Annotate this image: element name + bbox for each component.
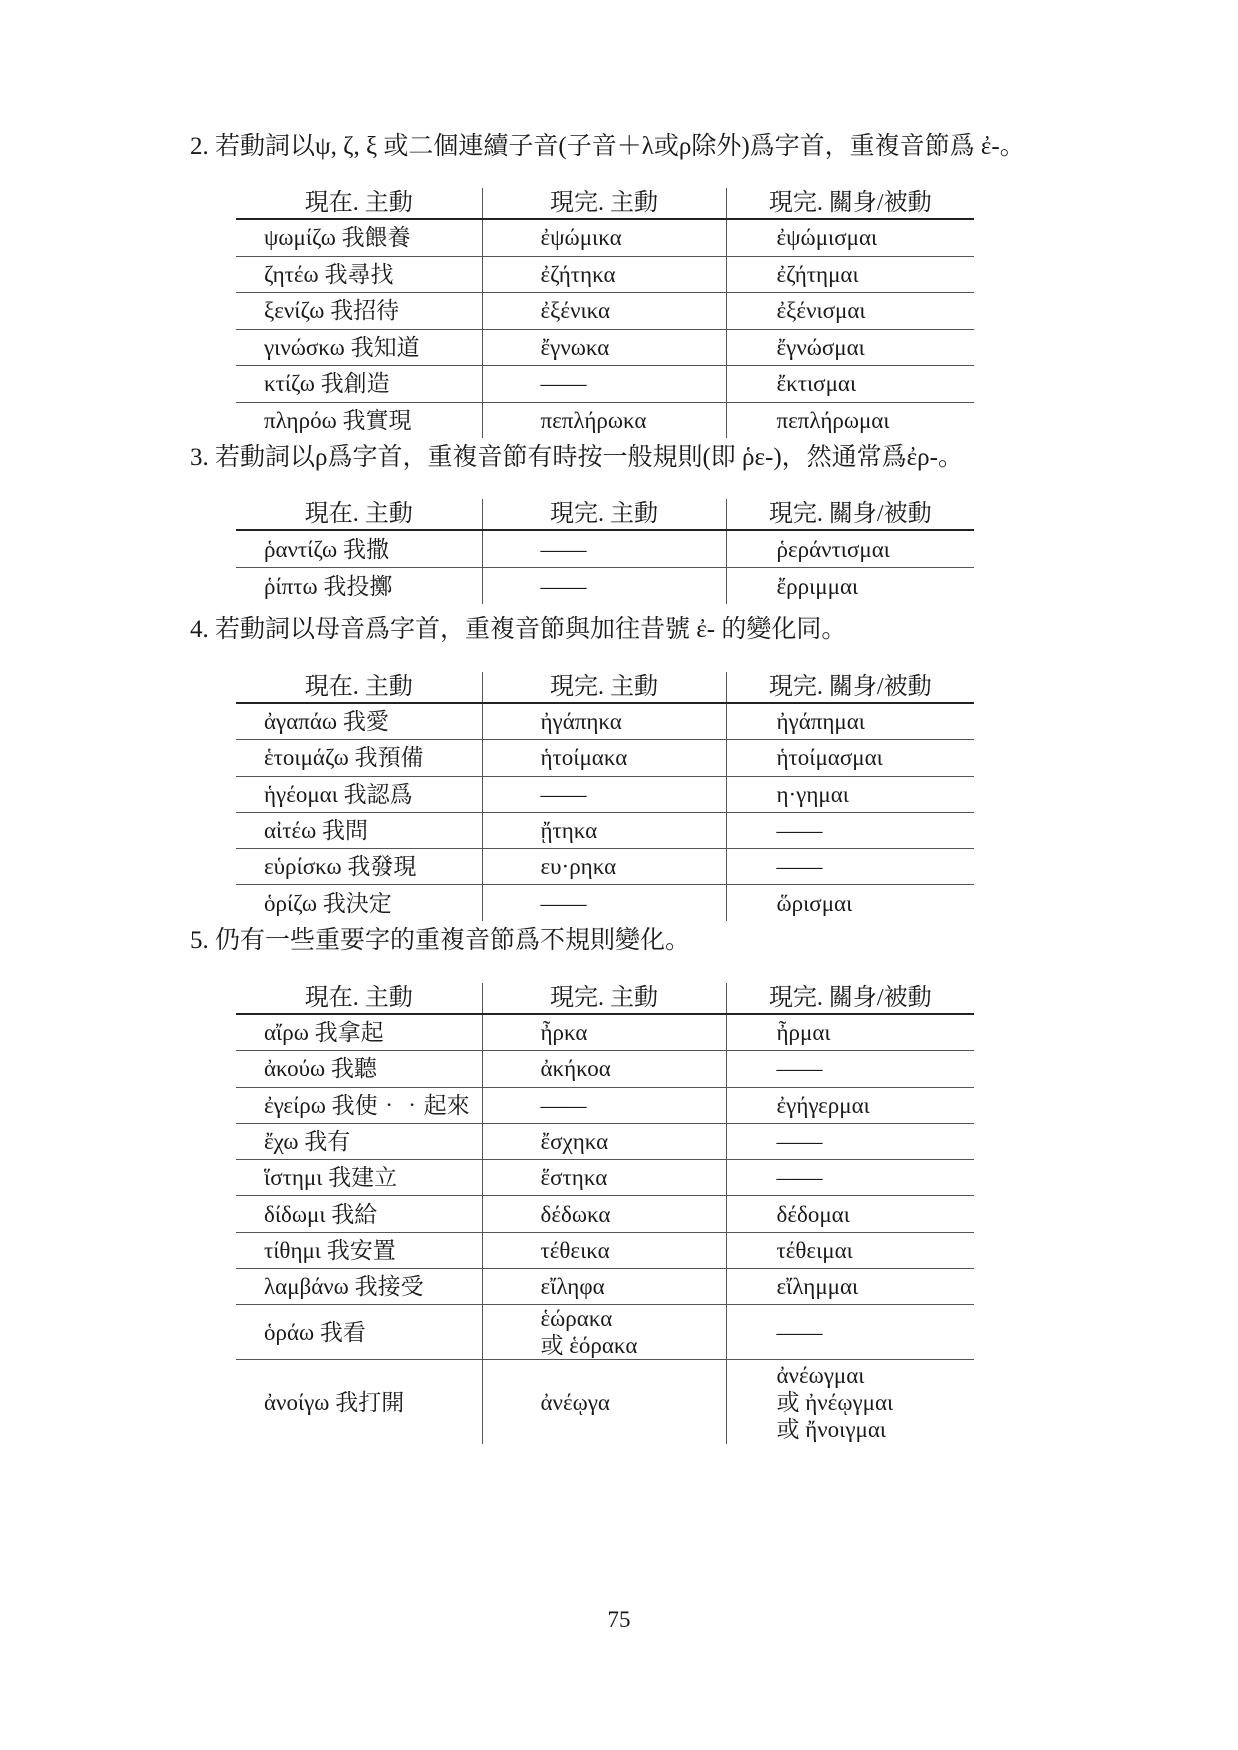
perfect-active-cell: ευ·ρηκα	[482, 849, 726, 885]
verb-table	[236, 499, 974, 604]
table-header-row	[236, 983, 974, 1014]
perfect-active-cell: ἐψώμικα	[482, 219, 726, 256]
column-header: 現完. 關身/被動	[726, 983, 974, 1014]
table-row	[236, 812, 974, 848]
present-active-cell: κτίζω 我創造	[236, 366, 482, 403]
perfect-active-cell: ἐξένικα	[482, 293, 726, 330]
perfect-active-cell: ——	[482, 530, 726, 568]
present-active-cell: γινώσκω 我知道	[236, 329, 482, 366]
table-row	[236, 740, 974, 776]
table-header-row	[236, 188, 974, 219]
table-row	[236, 849, 974, 885]
perfect-active-cell: ἦρκα	[482, 1014, 726, 1051]
perfect-active-cell: τέθεικα	[482, 1232, 726, 1268]
present-active-cell: αἰτέω 我問	[236, 812, 482, 848]
present-active-cell: πληρόω 我實現	[264, 407, 412, 433]
table-row	[236, 776, 974, 812]
perfect-active-cell: ἠγάπηκα	[482, 703, 726, 740]
table-row	[236, 256, 974, 293]
table-row	[236, 293, 974, 330]
present-active-cell: ἐγείρω 我使‧‧起來	[236, 1087, 482, 1123]
perfect-active-cell: ἕστηκα	[482, 1160, 726, 1196]
table-row	[236, 329, 974, 366]
column-header: 現在. 主動	[236, 983, 482, 1014]
perfect-middle-passive-cell: ἠγάπημαι	[726, 703, 974, 740]
present-active-cell: ἀνοίγω 我打開	[264, 1389, 405, 1415]
perfect-middle-passive-cell: ἔκτισμαι	[726, 366, 974, 403]
present-active-cell: ῥίπτω 我投擲	[264, 573, 393, 599]
column-header: 現完. 主動	[482, 983, 726, 1014]
perfect-middle-passive-cell: ἐψώμισμαι	[726, 219, 974, 256]
column-header: 現完. 關身/被動	[726, 188, 974, 219]
perfect-active-cell: ——	[482, 1087, 726, 1123]
perfect-active-cell: ᾔτηκα	[482, 812, 726, 848]
column-header: 現在. 主動	[236, 188, 482, 219]
perfect-middle-passive-cell: ——	[726, 1160, 974, 1196]
perfect-middle-passive-cell: ἦρμαι	[726, 1014, 974, 1051]
table-row	[236, 1051, 974, 1087]
perfect-middle-passive-cell: ——	[726, 1305, 974, 1360]
perfect-middle-passive-cell: η·γημαι	[726, 776, 974, 812]
perfect-middle-passive-cell: ὥρισμαι	[726, 885, 974, 921]
table-row	[236, 703, 974, 740]
section-heading: 4. 若動詞以母音爲字首，重複音節與加往昔號 ἐ- 的變化同。	[190, 616, 847, 643]
perfect-middle-passive-cell: πεπλήρωμαι	[726, 402, 974, 438]
table-row	[236, 885, 974, 921]
perfect-active-cell: ἐζήτηκα	[482, 256, 726, 293]
present-active-cell: ὁράω 我看	[236, 1305, 482, 1360]
verb-table	[236, 983, 974, 1444]
table-row	[236, 1360, 974, 1445]
present-active-cell: ἑτοιμάζω 我預備	[236, 740, 482, 776]
column-header: 現完. 主動	[482, 672, 726, 703]
present-active-cell: δίδωμι 我給	[236, 1196, 482, 1232]
column-header: 現在. 主動	[236, 499, 482, 530]
table-header-row	[236, 672, 974, 703]
table-row	[236, 1305, 974, 1360]
perfect-active-cell: ——	[482, 776, 726, 812]
table-row	[236, 402, 974, 438]
table-row	[236, 1087, 974, 1123]
perfect-active-cell: δέδωκα	[482, 1196, 726, 1232]
perfect-middle-passive-cell: εἴλημμαι	[726, 1269, 974, 1305]
perfect-active-cell: ——	[482, 885, 726, 921]
present-active-cell: ψωμίζω 我餵養	[236, 219, 482, 256]
perfect-middle-passive-cell: ——	[726, 1123, 974, 1159]
perfect-active-cell: ——	[482, 366, 726, 403]
perfect-middle-passive-cell: δέδομαι	[726, 1196, 974, 1232]
column-header: 現完. 關身/被動	[726, 672, 974, 703]
present-active-cell: λαμβάνω 我接受	[236, 1269, 482, 1305]
verb-table	[236, 188, 974, 438]
perfect-active-cell: ἀκήκοα	[482, 1051, 726, 1087]
perfect-middle-passive-cell: ἀνέωγμαι 或 ἠνέῳγμαι 或 ἤνοιγμαι	[726, 1360, 974, 1445]
perfect-active-cell: εἴληφα	[482, 1269, 726, 1305]
perfect-active-cell: ——	[482, 568, 726, 605]
perfect-middle-passive-cell: ἔγνώσμαι	[726, 329, 974, 366]
column-header: 現完. 主動	[482, 499, 726, 530]
section-heading: 5. 仍有一些重要字的重複音節爲不規則變化。	[190, 927, 691, 954]
perfect-active-cell: ἀνέῳγα	[482, 1360, 726, 1445]
perfect-middle-passive-cell: ἐγήγερμαι	[726, 1087, 974, 1123]
perfect-active-cell: ἡτοίμακα	[482, 740, 726, 776]
present-active-cell: ἡγέομαι 我認爲	[236, 776, 482, 812]
perfect-active-cell: πεπλήρωκα	[482, 402, 726, 438]
present-active-cell: ἔχω 我有	[236, 1123, 482, 1159]
perfect-middle-passive-cell: ἐξένισμαι	[726, 293, 974, 330]
perfect-middle-passive-cell: ——	[726, 1051, 974, 1087]
present-active-cell: ῥαντίζω 我撒	[236, 530, 482, 568]
table-row	[236, 1269, 974, 1305]
present-active-cell: ζητέω 我尋找	[236, 256, 482, 293]
column-header: 現完. 主動	[482, 188, 726, 219]
section-heading: 3. 若動詞以ρ爲字首，重複音節有時按一般規則(即 ῥε-)，然通常爲ἐρ-。	[190, 444, 963, 471]
table-row	[236, 530, 974, 568]
present-active-cell: τίθημι 我安置	[236, 1232, 482, 1268]
table-row	[236, 1123, 974, 1159]
column-header: 現在. 主動	[236, 672, 482, 703]
perfect-middle-passive-cell: ἐζήτημαι	[726, 256, 974, 293]
present-active-cell: ἀκούω 我聽	[236, 1051, 482, 1087]
perfect-active-cell: ἑώρακα 或 ἑόρακα	[482, 1305, 726, 1360]
present-active-cell: ἵστημι 我建立	[236, 1160, 482, 1196]
present-active-cell: ξενίζω 我招待	[236, 293, 482, 330]
present-active-cell: ἀγαπάω 我愛	[236, 703, 482, 740]
present-active-cell: αἴρω 我拿起	[236, 1014, 482, 1051]
perfect-middle-passive-cell: ἔρριμμαι	[726, 568, 974, 605]
perfect-middle-passive-cell: ——	[726, 849, 974, 885]
section-heading: 2. 若動詞以ψ, ζ, ξ 或二個連續子音(子音＋λ或ρ除外)爲字首，重複音節爲 ἐ-。	[190, 133, 1025, 160]
perfect-middle-passive-cell: ἡτοίμασμαι	[726, 740, 974, 776]
perfect-active-cell: ἔσχηκα	[482, 1123, 726, 1159]
table-row	[236, 568, 974, 605]
perfect-middle-passive-cell: ——	[726, 812, 974, 848]
table-row	[236, 366, 974, 403]
present-active-cell: ὁρίζω 我決定	[264, 890, 392, 916]
perfect-active-cell: ἔγνωκα	[482, 329, 726, 366]
table-row	[236, 1232, 974, 1268]
table-header-row	[236, 499, 974, 530]
table-row	[236, 1160, 974, 1196]
table-row	[236, 219, 974, 256]
present-active-cell: εὑρίσκω 我發現	[236, 849, 482, 885]
perfect-middle-passive-cell: τέθειμαι	[726, 1232, 974, 1268]
table-row	[236, 1196, 974, 1232]
page-number: 75	[607, 1607, 631, 1632]
verb-table	[236, 672, 974, 921]
perfect-middle-passive-cell: ῥεράντισμαι	[726, 530, 974, 568]
table-row	[236, 1014, 974, 1051]
column-header: 現完. 關身/被動	[726, 499, 974, 530]
